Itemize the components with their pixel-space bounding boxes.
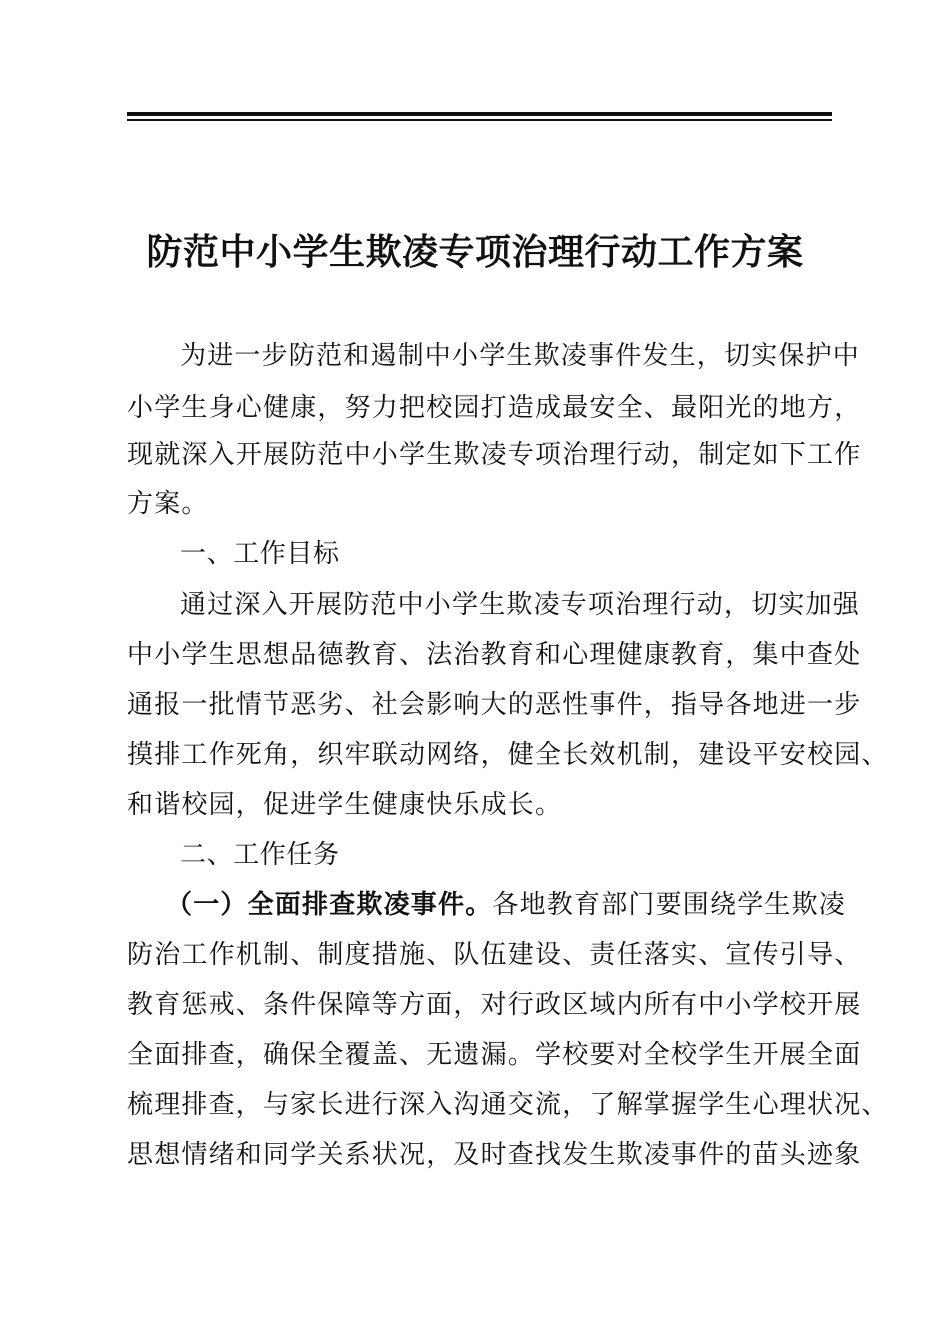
document-title: 防范中小学生欺凌专项治理行动工作方案 bbox=[146, 231, 804, 273]
section-2-item-1-text: 各地教育部门要围绕学生欺凌 bbox=[492, 890, 847, 920]
intro-line-4: 方案。 bbox=[127, 489, 209, 519]
section-1-line-2: 中小学生思想品德教育、法治教育和心理健康教育，集中查处 bbox=[127, 640, 862, 670]
section-2-line-3: 全面排查，确保全覆盖、无遗漏。学校要对全校学生开展全面 bbox=[127, 1040, 862, 1070]
intro-line-1: 为进一步防范和遏制中小学生欺凌事件发生，切实保护中 bbox=[180, 341, 861, 371]
section-1-line-5: 和谐校园，促进学生健康快乐成长。 bbox=[127, 790, 563, 820]
section-2-item-1-first-line bbox=[166, 887, 847, 923]
section-2-line-5: 思想情绪和同学关系状况，及时查找发生欺凌事件的苗头迹象 bbox=[127, 1140, 862, 1170]
section-1-line-3: 通报一批情节恶劣、社会影响大的恶性事件，指导各地进一步 bbox=[127, 690, 862, 720]
header-rule-thin bbox=[127, 119, 832, 121]
section-1-line-4: 摸排工作死角，织牢联动网络，健全长效机制，建设平安校园、 bbox=[127, 740, 889, 770]
intro-line-2: 小学生身心健康，努力把校园打造成最安全、最阳光的地方， bbox=[127, 393, 862, 423]
intro-line-3: 现就深入开展防范中小学生欺凌专项治理行动，制定如下工作 bbox=[127, 440, 862, 470]
section-2-item-1-label: （一）全面排查欺凌事件。 bbox=[166, 890, 493, 920]
section-2-line-1: 防治工作机制、制度措施、队伍建设、责任落实、宣传引导、 bbox=[127, 940, 862, 970]
section-1-line-1: 通过深入开展防范中小学生欺凌专项治理行动，切实加强 bbox=[180, 590, 861, 620]
section-1-heading: 一、工作目标 bbox=[180, 539, 340, 569]
section-2-line-2: 教育惩戒、条件保障等方面，对行政区域内所有中小学校开展 bbox=[127, 990, 862, 1020]
header-rule-thick bbox=[127, 112, 832, 116]
section-2-heading: 二、工作任务 bbox=[180, 840, 340, 870]
section-2-line-4: 梳理排查，与家长进行深入沟通交流，了解掌握学生心理状况、 bbox=[127, 1090, 889, 1120]
